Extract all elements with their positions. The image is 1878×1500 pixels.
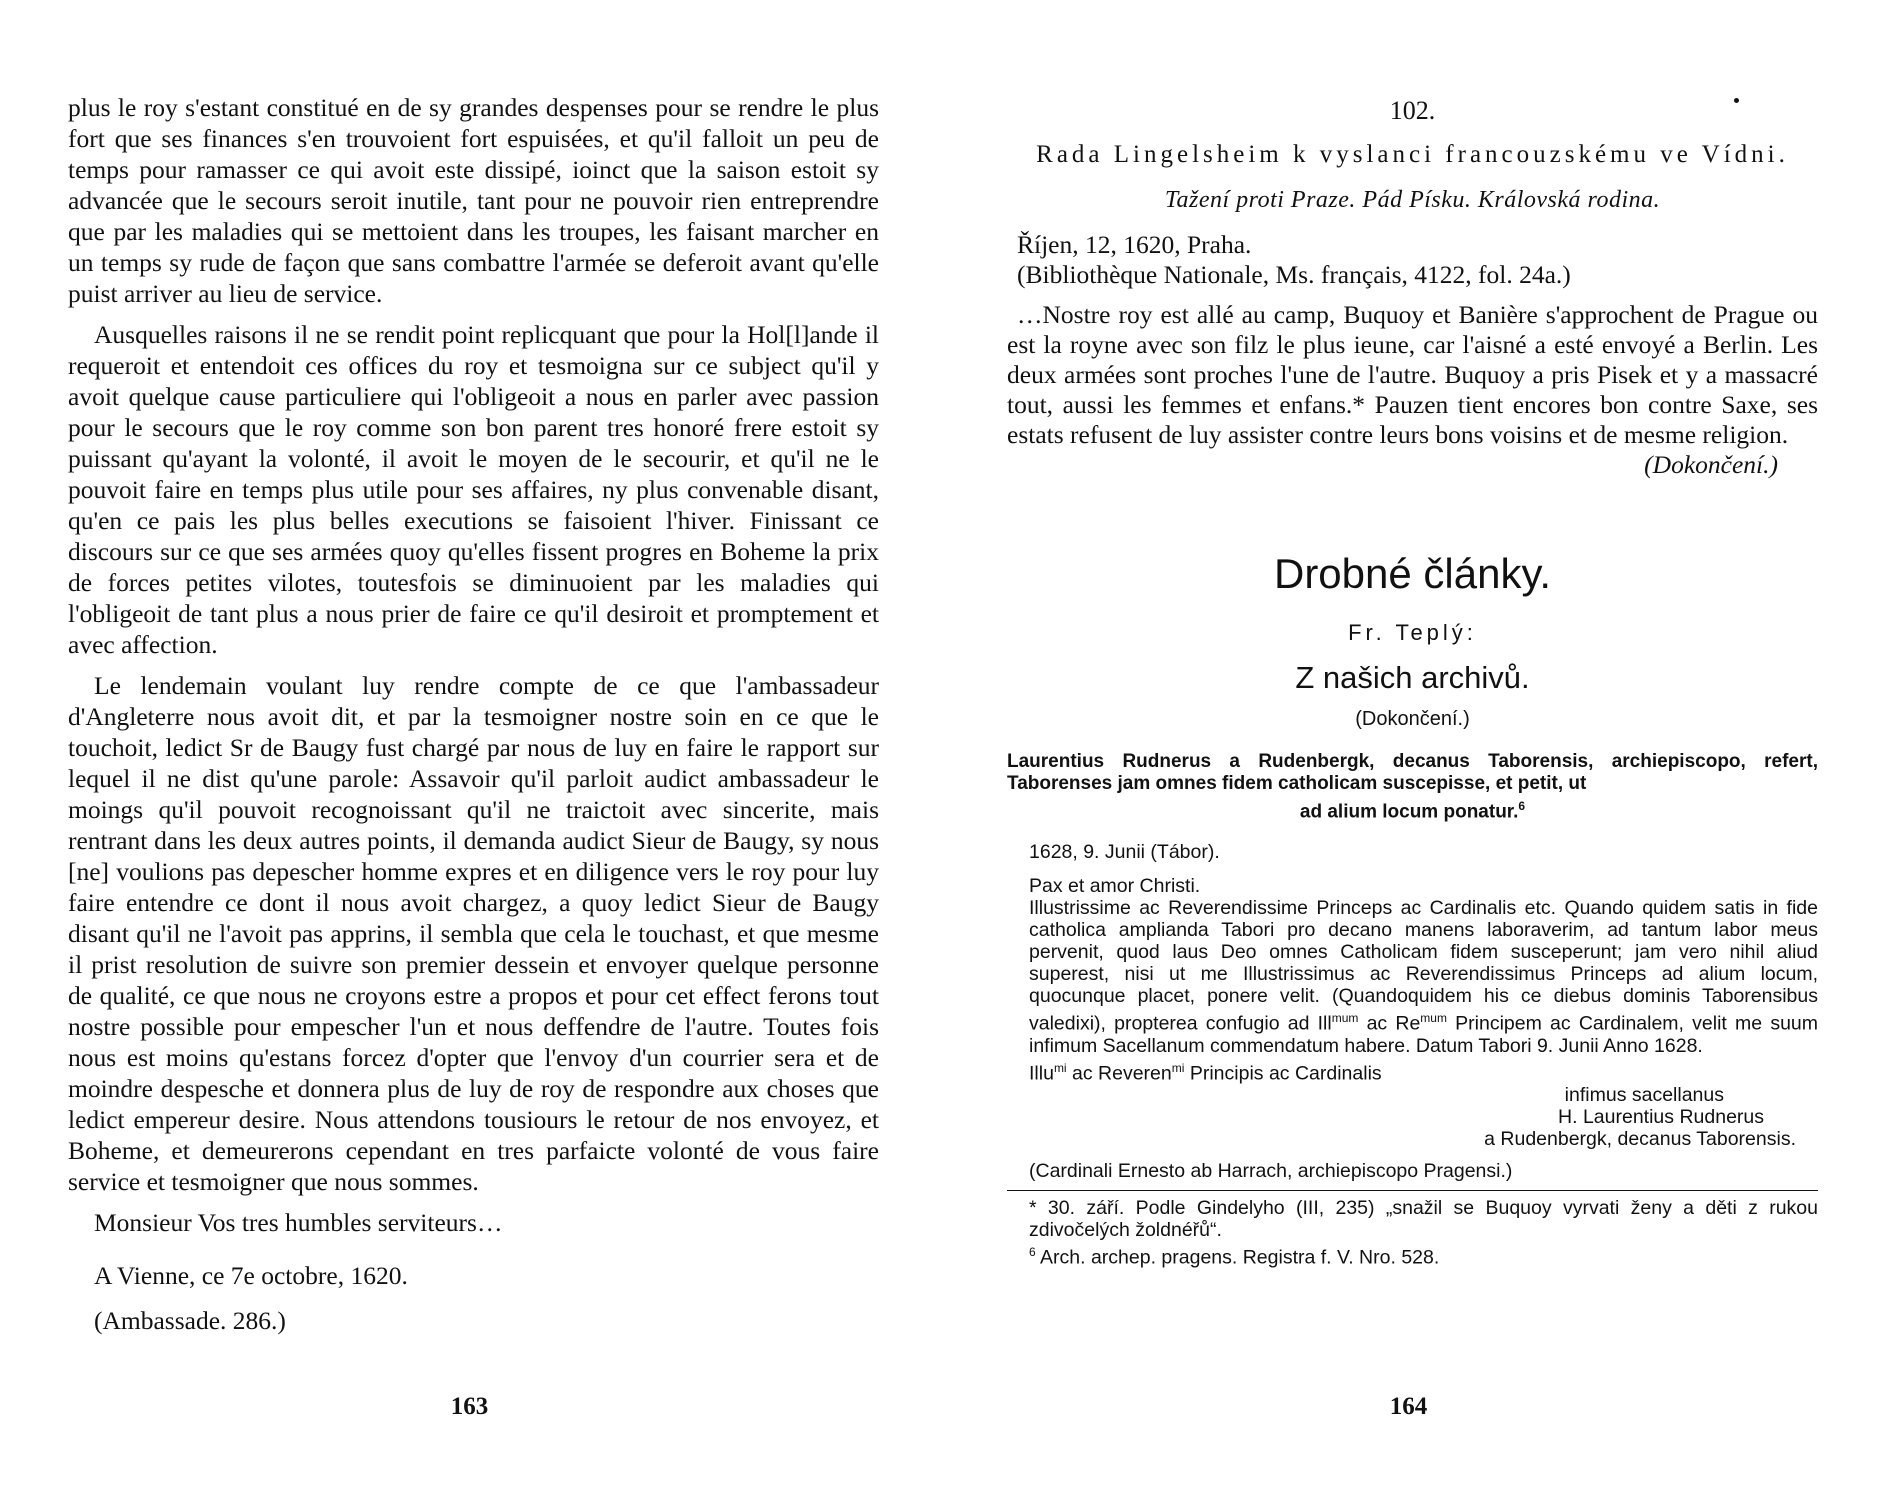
section-heading: Drobné články. xyxy=(1273,550,1552,597)
letter xyxy=(1007,841,1818,1182)
regest xyxy=(1007,751,1818,823)
article-continued: (Dokončení.) xyxy=(1355,708,1470,730)
footnote: $^6$ Arch. archep. pragens. Registra f. V. Nro. 528. xyxy=(1029,1245,1440,1269)
letter-body: Illustrissime ac Reverendissime Princeps ac Cardinalis etc. Quando quidem satis in fide catholica amplianda Tabori pro decano manens laboraverim, ad tantum labor meus pervenit, quod laus Deo omnes Catholicam fidem susceperunt; jam vero nihil aliud superest, nisi ut me Illustrissimus ac Reverendissimus Princeps ad alium locum, quocunque placet, ponere velit. (Quandoquidem his ce diebus dominis Taborensibus valedixi), propterea confugio ad Ill$^{mum}$ ac $Re^{mum}$ Principem ac Cardinalem, velit me suum infimum Sacellanum commendatum habere. Datum Tabori 9. Junii Anno 1628. xyxy=(1029,897,1819,1057)
regest-text: Laurentius Rudnerus a Rudenbergk, decanus Taborensis, archiepiscopo, refert, Taborenses jam omnes fidem catholicam suscepisse, et petit, ut xyxy=(1007,751,1818,794)
document-text xyxy=(1007,230,1818,480)
page-number: 164 xyxy=(1389,1393,1428,1420)
date-line: A Vienne, ce 7e octobre, 1620. xyxy=(94,1261,408,1290)
document-source: (Bibliothèque Nationale, Ms. français, 4122, fol. 24a.) xyxy=(1017,260,1571,289)
right-page xyxy=(939,0,1878,1500)
letter-salutation: Pax et amor Christi. xyxy=(1029,875,1201,898)
closing-line: Monsieur Vos tres humbles serviteurs… xyxy=(94,1208,503,1237)
continued-note: (Dokončení.) xyxy=(1644,450,1778,479)
paragraph: Ausquelles raisons il ne se rendit point replicquant que pour la Hol[l]ande il requeroit et entendoit ces offices du roy et tesmoigna sur ce subject qu'il y avoit quelque cause particuliere qui l'obligeoit a nous en parler avec passion pour le secours que le roy comme son bon parent tres honoré frere estoit sy puissant qu'ayant la volonté, il avoit le moyen de le secourir, et qu'il ne le pouvoit faire en temps plus utile pour ses affaires, ny plus convenable disant, qu'en ce pais les plus belles executions se faisoient l'hiver. Finissant ce discours sur ce que ses armées quoy qu'elles fissent progres en Boheme la prix de forces petites vilotes, toutesfois se diminuoient par les maladies qui l'obligeoit de tant plus a nous prier de faire ce qu'il desiroit et promptement et avec affection. xyxy=(68,320,879,659)
source-line: (Ambassade. 286.) xyxy=(94,1306,286,1335)
footnote: * 30. září. Podle Gindelyho (III, 235) „snažil se Buquoy vyrvati ženy a děti z rukou zdivočelých žoldnéřů“. xyxy=(1029,1197,1818,1242)
document-title: Rada Lingelsheim k vyslanci francouzskému ve Vídni. xyxy=(1036,141,1789,168)
left-text xyxy=(68,92,879,1336)
letter-date: 1628, 9. Junii (Tábor). xyxy=(1029,841,1220,864)
footnote-divider xyxy=(1007,1190,1818,1191)
regest-last-line: ad alium locum ponatur.$^6$ xyxy=(1299,799,1526,823)
document-date: Říjen, 12, 1620, Praha. xyxy=(1017,230,1252,259)
document-number: 102. xyxy=(1389,96,1436,125)
document-subtitle: Tažení proti Praze. Pád Písku. Královská rodina. xyxy=(1164,187,1661,213)
document-body: …Nostre roy est allé au camp, Buquoy et Banière s'approchent de Prague ou est la royne avec son filz le plus ieune, car l'aisné a esté envoyé a Berlin. Les deux armées sont proches l'une de l'autre. Buquoy a pris Pisek et y a massacré tout, aussi les femmes et enfans.* Pauzen tient encores bon contre Saxe, ses estats refusent de luy assister contre leurs bons voisins et de mesme religion. xyxy=(1007,300,1818,449)
footnote-ref: 6 xyxy=(1518,799,1526,813)
paragraph: plus le roy s'estant constitué en de sy grandes despenses pour se rendre le plus fort que ses finances s'en trouvoient fort espuisées, et qu'il falloit un peu de temps pour ramasser ce qui avoit este dissipé, ioinct que la saison estoit sy advancée que le secours seroit inutile, tant pour ne pouvoir rien entreprendre que par les maladies qui se mettoient dans les troupes, les faisant marcher en un temps sy rude de façon que sans combattre l'armée se deferoit avant qu'elle puist arriver au lieu de service. xyxy=(68,93,879,308)
footnotes xyxy=(1007,1197,1818,1269)
article-author: Fr. Teplý: xyxy=(1348,620,1477,645)
page-number: 163 xyxy=(450,1393,489,1420)
letter-signature: infimus sacellanus H. Laurentius Rudnerus a Rudenbergk, decanus Taborensis. xyxy=(1484,1084,1796,1151)
letter-recipient: (Cardinali Ernesto ab Harrach, archiepiscopo Pragensi.) xyxy=(1029,1160,1513,1183)
paragraph: Le lendemain voulant luy rendre compte de ce que l'ambassadeur d'Angleterre nous avoit dit, et par la tesmoigner nostre soin en ce que le touchoit, ledict Sr de Baugy fust chargé par nous de luy en faire le rapport sur lequel il ne dist qu'une parole: Assavoir qu'il parloit audict ambassadeur le moings qu'il pouvoit recognoissant qu'il ne traictoit avec sincerite, mais rentrant dans les deux autres points, il demanda audict Sieur de Baugy, sy nous [ne] voulions pas depescher homme expres et en diligence vers le roy pour luy faire entendre ce dont il nous avoit chargez, a quoy ledict Sieur de Baugy disant qu'il ne l'avoit pas apprins, il sembla que cela le touchast, et que mesme il prist resolution de suivre son premier dessein et envoyer quelque personne de qualité, ce que nous ne croyons estre a propos et pour cet effect ferons tout nostre possible pour empescher l'un et nous deffendre de l'autre. Toutes fois nous est moins qu'estans forcez d'opter que l'envoy d'un courrier sera et de moindre despesche et donnera plus de luy de roy de respondre aux choses que ledict empereur desire. Nous attendons tousiours le retour de nos envoyez, et Boheme, et demeurerons cependant en tres parfaicte volonté de vous faire service et tesmoigner que nous sommes. xyxy=(68,671,879,1196)
article-title: Z našich archivů. xyxy=(1295,660,1530,695)
letter-address: Illu$^{mi}$ ac Reveren$^{mi}$ Principis ac Cardinalis xyxy=(1029,1060,1382,1085)
